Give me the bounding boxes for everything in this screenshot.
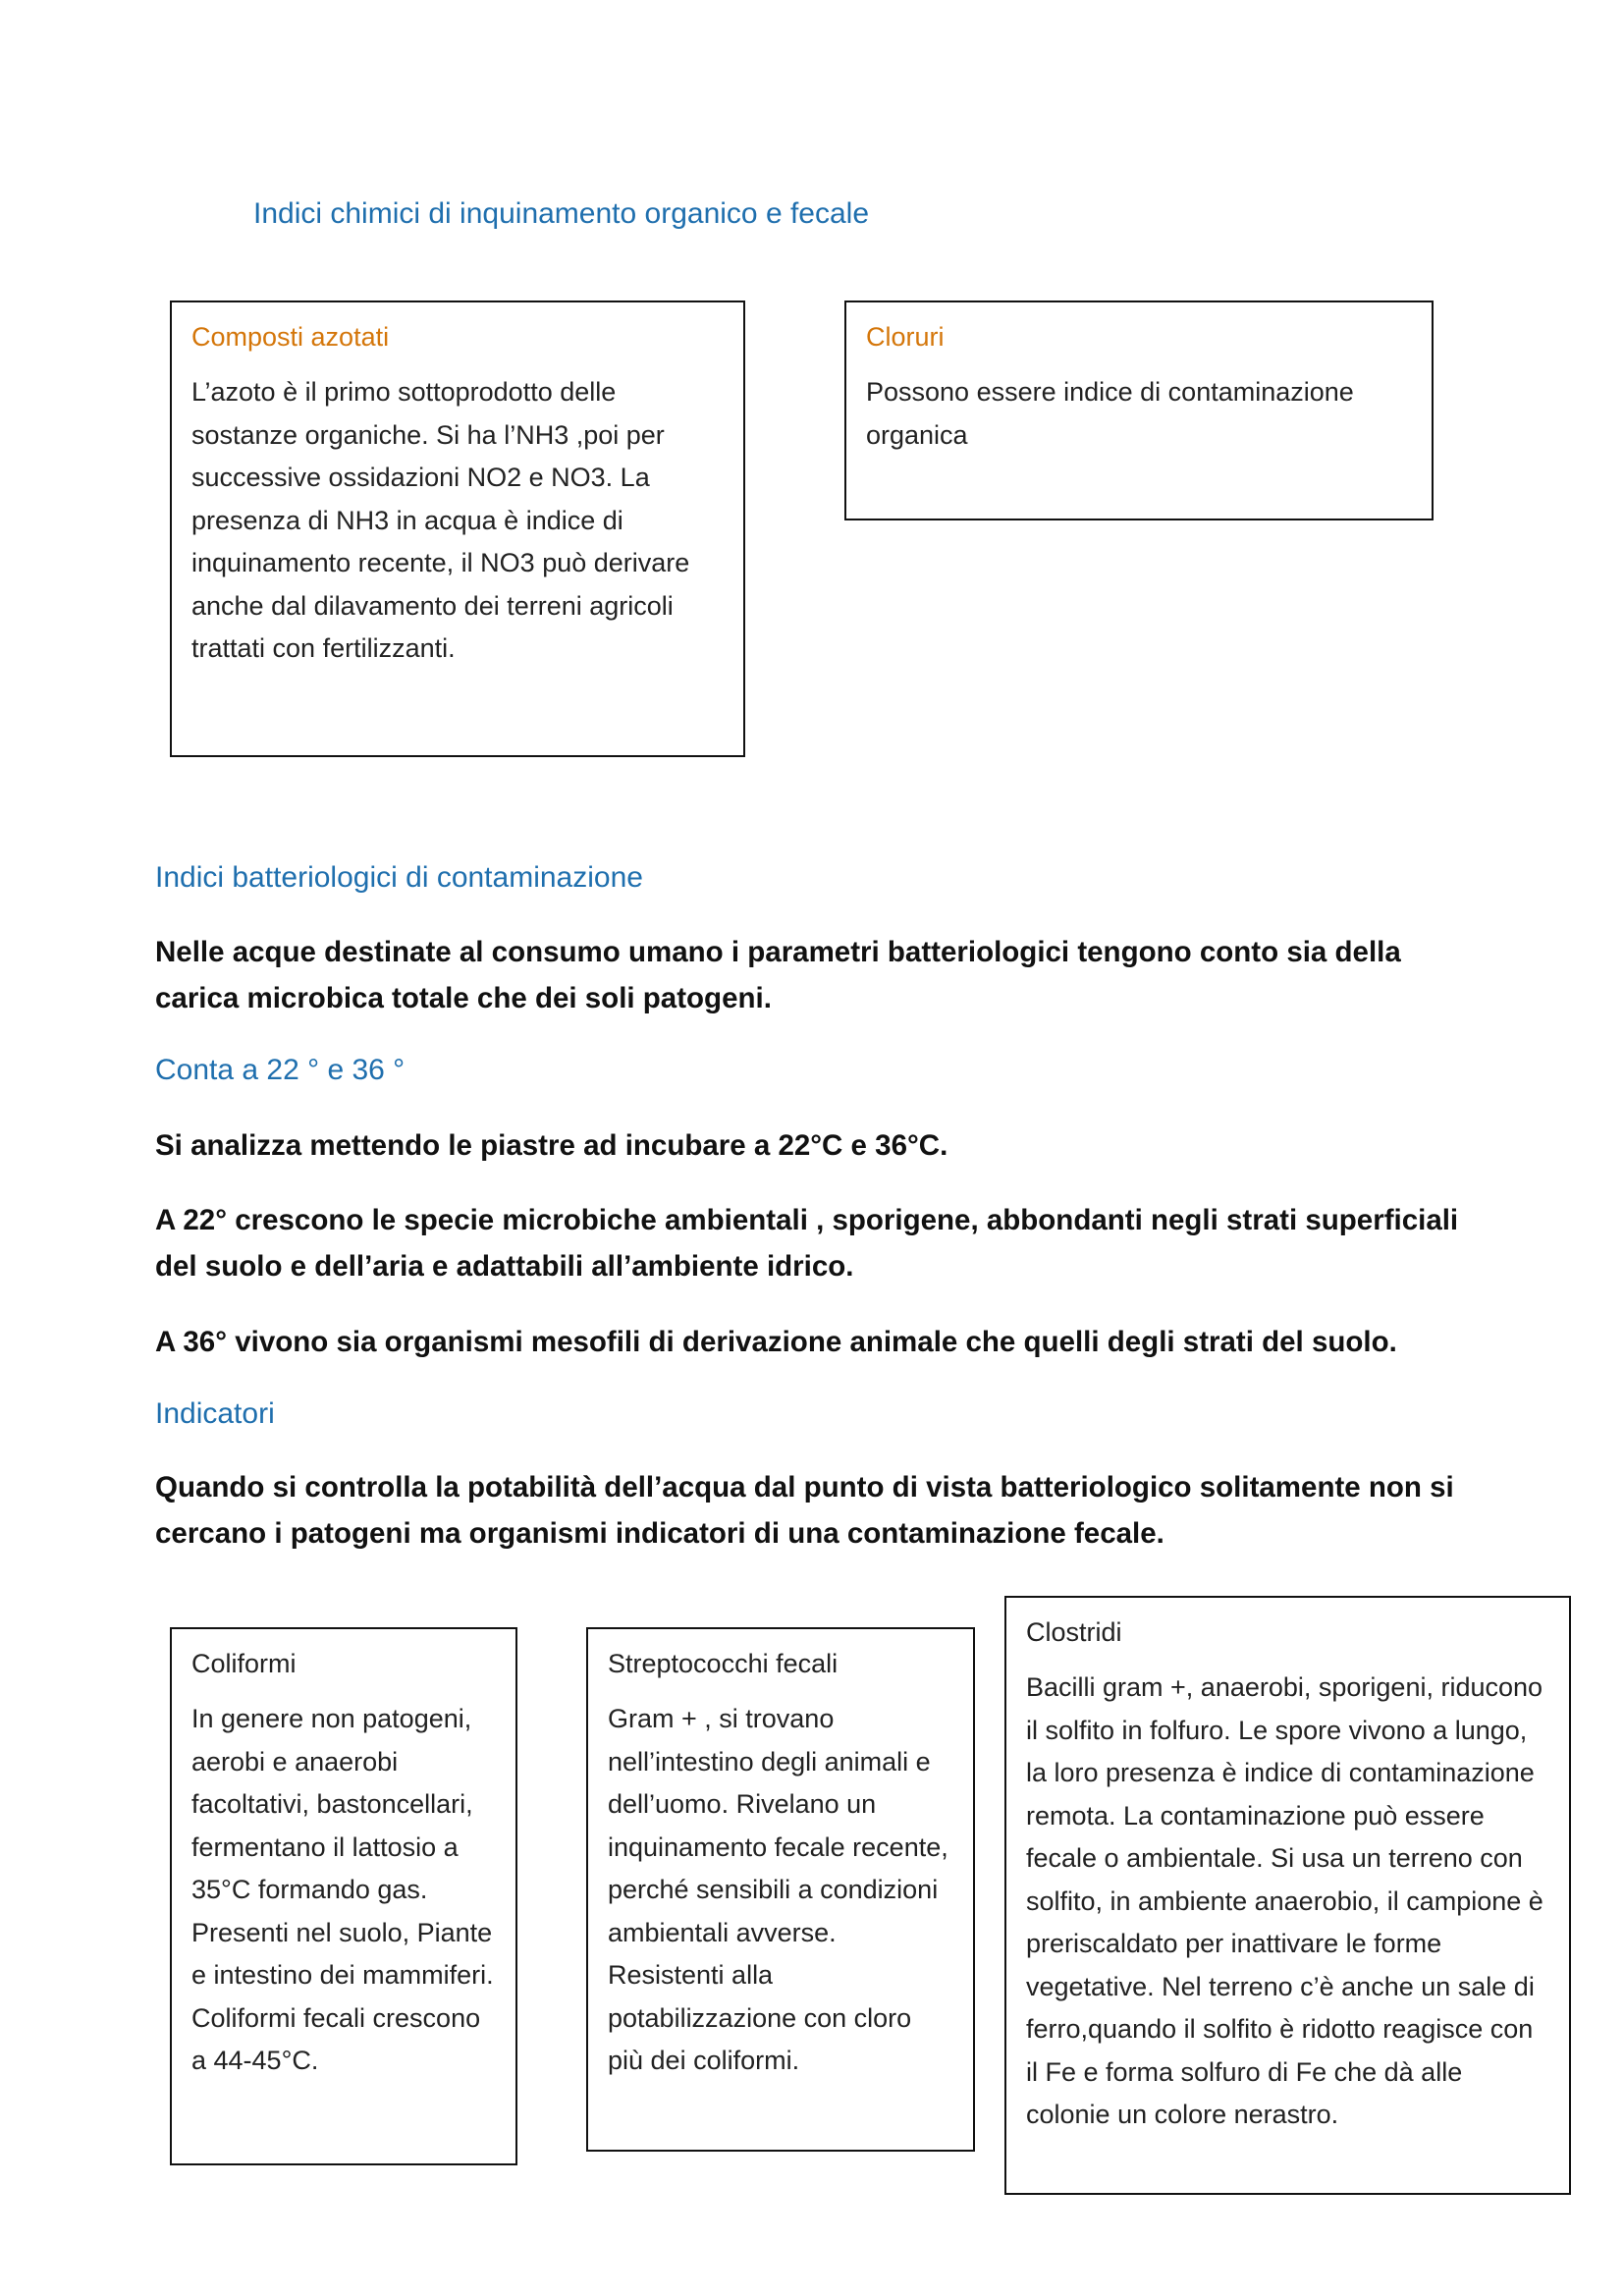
- heading-chemical-indices: Indici chimici di inquinamento organico e fecale: [253, 197, 870, 230]
- paragraph-intro: Nelle acque destinate al consumo umano i parametri batteriologici tengono conto sia della carica microbica totale che dei soli patogeni.: [155, 936, 1401, 1014]
- box-clostridi: [1004, 1596, 1571, 2195]
- heading-conta: Conta a 22 ° e 36 °: [155, 1054, 406, 1086]
- box-body-coliformi: In genere non patogeni, aerobi e anaerobi facoltativi, bastoncellari, fermentano il lattosio a 35°C formando gas. Presenti nel suolo, Piante e intestino dei mammiferi. Coliformi fecali crescono a 44-45°C.: [191, 1704, 494, 2075]
- heading-bacteriological-indices: Indici batteriologici di contaminazione: [155, 861, 643, 894]
- box-body-clostridi: Bacilli gram +, anaerobi, sporigeni, riducono il solfito in folfuro. Le spore vivono a lungo, la loro presenza è indice di contaminazione remota. La contaminazione può essere fecale o ambientale. Si usa un terreno con solfito, in ambiente anaerobio, il campione è preriscaldato per inattivare le forme vegetative. Nel terreno c’è anche un sale di ferro,quando il solfito è ridotto reagisce con il Fe e forma solfuro di Fe che dà alle colonie un colore nerastro.: [1026, 1672, 1543, 2129]
- heading-indicatori: Indicatori: [155, 1397, 275, 1430]
- box-body-cloruri: Possono essere indice di contaminazione organica: [866, 377, 1354, 450]
- box-body-azotati: L’azoto è il primo sottoprodotto delle sostanze organiche. Si ha l’NH3 ,poi per successive ossidazioni NO2 e NO3. La presenza di NH3 in acqua è indice di inquinamento recente, il NO3 può derivare anche dal dilavamento dei terreni agricoli trattati con fertilizzanti.: [191, 377, 690, 663]
- box-title-streptococchi: Streptococchi fecali: [608, 1649, 839, 1678]
- box-cloruri: [844, 301, 1434, 520]
- paragraph-indicatori: Quando si controlla la potabilità dell’acqua dal punto di vista batteriologico solitamente non si cercano i patogeni ma organismi indicatori di una contaminazione fecale.: [155, 1471, 1454, 1550]
- box-title-cloruri: Cloruri: [866, 322, 945, 352]
- box-title-azotati: Composti azotati: [191, 322, 390, 352]
- box-title-coliformi: Coliformi: [191, 1649, 297, 1678]
- paragraph-conta-2: A 22° crescono le specie microbiche ambientali , sporigene, abbondanti negli strati superficiali del suolo e dell’aria e adattabili all’ambiente idrico.: [155, 1204, 1459, 1283]
- box-coliformi: [170, 1627, 517, 2165]
- box-composti-azotati: [170, 301, 745, 757]
- paragraph-conta-1: Si analizza mettendo le piastre ad incubare a 22°C e 36°C.: [155, 1129, 948, 1162]
- box-body-streptococchi: Gram + , si trovano nell’intestino degli animali e dell’uomo. Rivelano un inquinamento fecale recente, perché sensibili a condizioni ambientali avverse. Resistenti alla potabilizzazione con cloro più dei coliformi.: [608, 1704, 948, 2075]
- box-title-clostridi: Clostridi: [1026, 1617, 1122, 1647]
- box-streptococchi: [586, 1627, 975, 2152]
- paragraph-conta-3: A 36° vivono sia organismi mesofili di derivazione animale che quelli degli strati del suolo.: [155, 1326, 1397, 1358]
